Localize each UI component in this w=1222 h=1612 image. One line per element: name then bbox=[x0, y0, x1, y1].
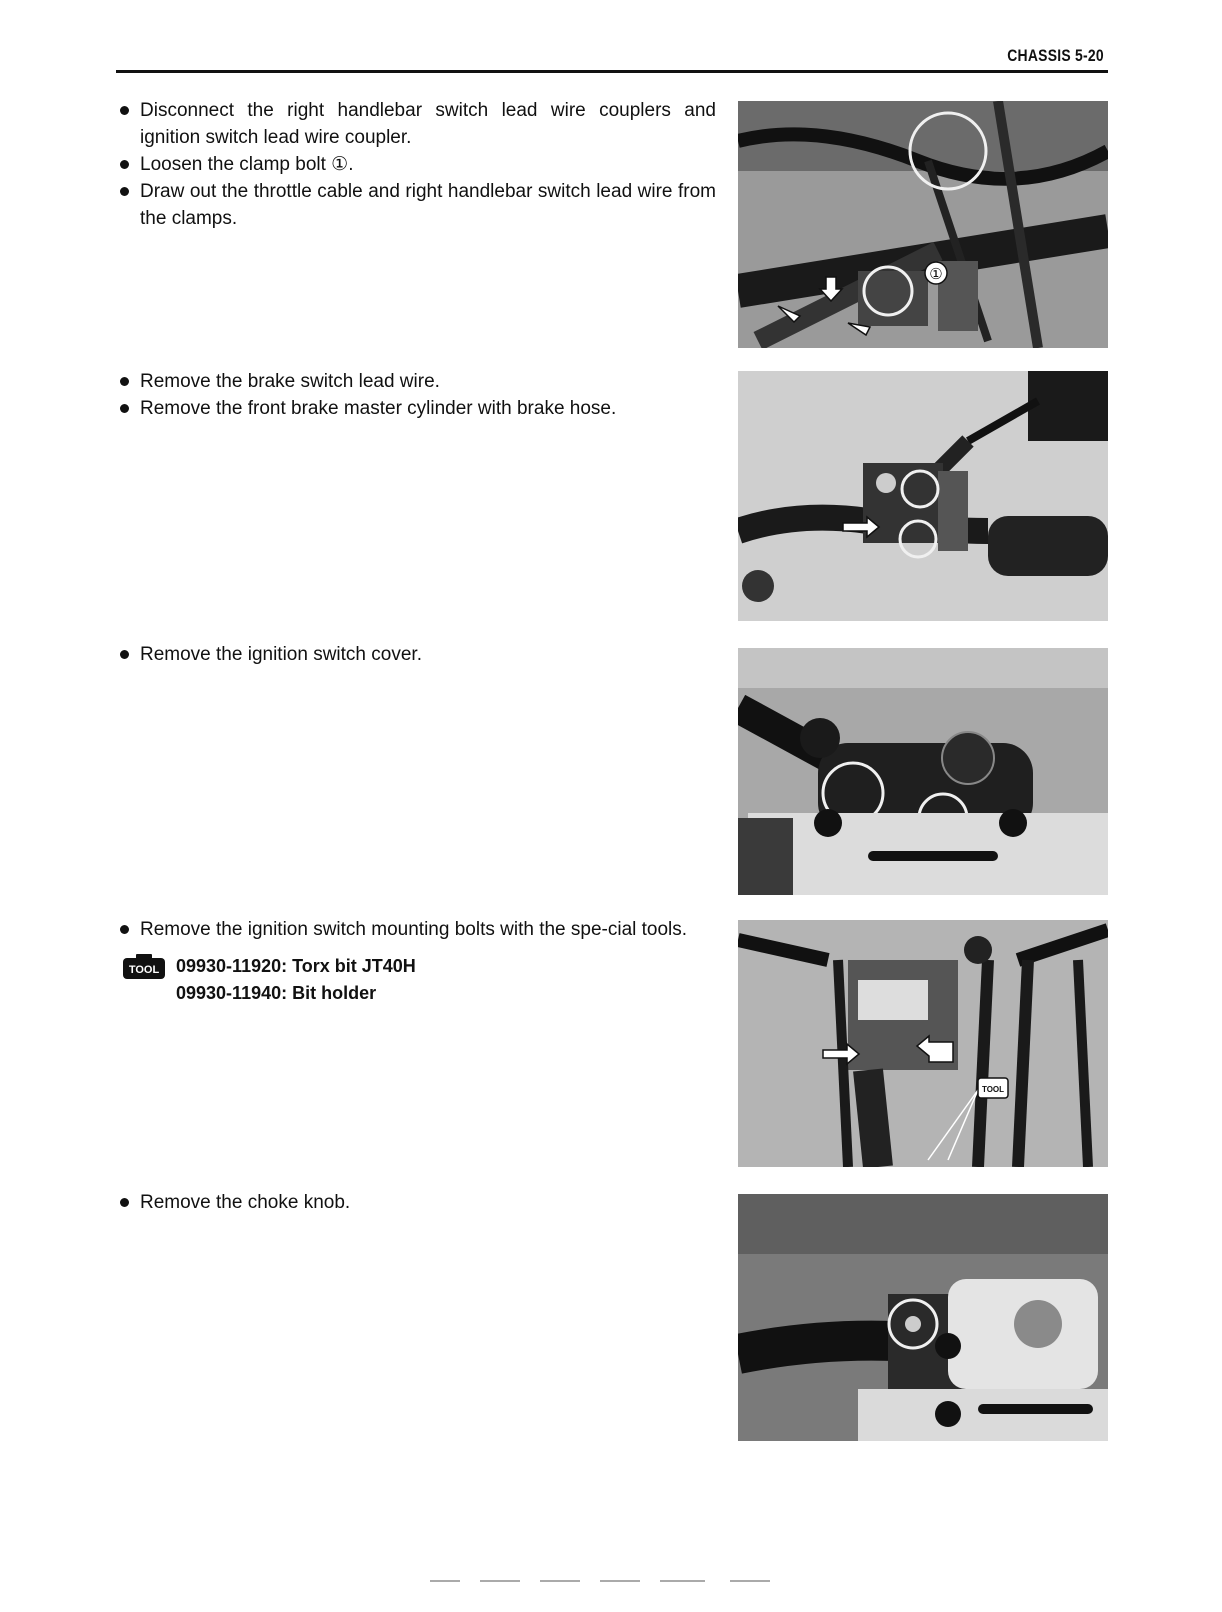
photo-handlebar-switch-couplers bbox=[738, 101, 1108, 348]
tool-part-number: 09930-11940: Bit holder bbox=[176, 983, 377, 1003]
bullet-item: Loosen the clamp bolt ①. bbox=[116, 151, 716, 178]
bullet-item: Disconnect the right handlebar switch lead wire couplers and ignition switch lead wire coupler. bbox=[116, 97, 716, 151]
step-section-4 bbox=[116, 916, 716, 1007]
page-header bbox=[116, 40, 1108, 73]
page-title: CHASSIS 5-20 bbox=[1007, 46, 1104, 65]
photo-choke-knob bbox=[738, 1194, 1108, 1441]
photo-callout-label: ① bbox=[929, 266, 943, 283]
tool-part-number: 09930-11920: Torx bit JT40H bbox=[176, 956, 416, 976]
bullet-list bbox=[116, 1189, 716, 1216]
step-section-5 bbox=[116, 1189, 716, 1216]
photo-brake-master-cylinder bbox=[738, 371, 1108, 621]
bullet-item: Remove the ignition switch mounting bolts with the spe-cial tools. bbox=[116, 916, 716, 943]
bullet-list bbox=[116, 916, 716, 943]
tool-icon bbox=[122, 954, 166, 980]
step-section-1 bbox=[116, 97, 716, 232]
bullet-item: Remove the ignition switch cover. bbox=[116, 641, 716, 668]
bullet-list bbox=[116, 641, 716, 668]
bullet-list bbox=[116, 368, 716, 422]
special-tools-block bbox=[116, 953, 716, 1007]
svg-text:TOOL: TOOL bbox=[128, 964, 160, 976]
bullet-item: Remove the front brake master cylinder with brake hose. bbox=[116, 395, 716, 422]
bullet-item: Draw out the throttle cable and right handlebar switch lead wire from the clamps. bbox=[116, 178, 716, 232]
bullet-item: Remove the choke knob. bbox=[116, 1189, 716, 1216]
step-section-3 bbox=[116, 641, 716, 668]
bullet-list bbox=[116, 97, 716, 232]
photo-ignition-switch-cover bbox=[738, 648, 1108, 895]
step-section-2 bbox=[116, 368, 716, 422]
photo-tool-label: TOOL bbox=[981, 1085, 1005, 1094]
footer-rule bbox=[430, 1578, 790, 1584]
bullet-item: Remove the brake switch lead wire. bbox=[116, 368, 716, 395]
photo-ignition-switch-bolts bbox=[738, 920, 1108, 1167]
